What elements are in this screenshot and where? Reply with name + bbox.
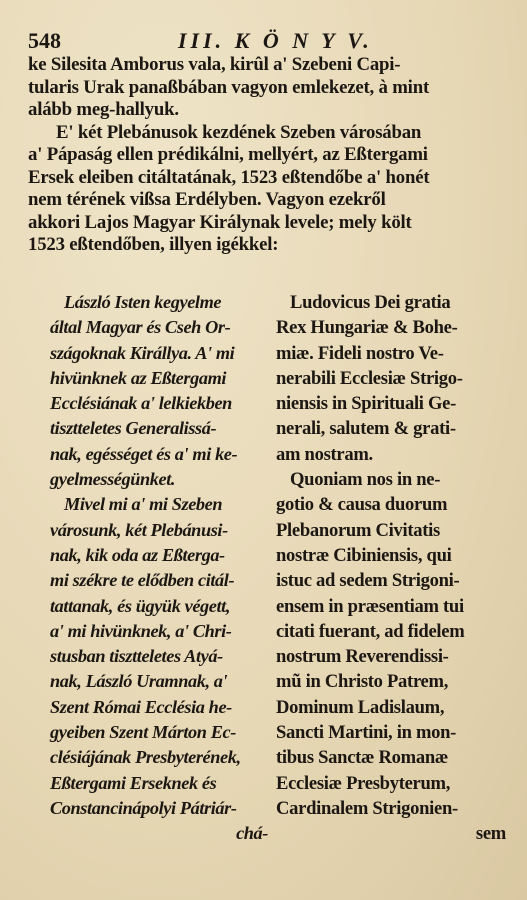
column-line: Sancti Martini, in mon- bbox=[276, 722, 457, 744]
column-line: Ludovicus Dei gratia bbox=[290, 292, 451, 313]
column-line: Constancinápolyi Pátriár- bbox=[50, 797, 237, 818]
column-line: gyelmességünket. bbox=[50, 469, 176, 490]
column-line: stusban tisztteletes Atyá- bbox=[50, 646, 223, 667]
text-line: alább meg-hallyuk. bbox=[28, 99, 179, 120]
column-line: clésiájának Presbyterének, bbox=[50, 747, 241, 768]
text-line: E' két Plebánusok kezdének Szeben városában bbox=[56, 121, 422, 143]
column-line: nak, László Uramnak, a' bbox=[50, 671, 228, 692]
text-line: tularis Urak panaßbában vagyon emlekezet, à mint bbox=[28, 76, 430, 98]
column-line: a' mi hivünknek, a' Chri- bbox=[50, 620, 232, 641]
column-line: mi székre te elődben citál- bbox=[50, 570, 235, 591]
column-line: nostræ Cibiniensis, qui bbox=[276, 544, 452, 566]
hungarian-column bbox=[50, 290, 268, 847]
column-line: Cardinalem Strigonien- bbox=[276, 797, 458, 819]
column-line: ensem in præsentiam tui bbox=[276, 595, 464, 617]
column-line: nerali, salutem & grati- bbox=[276, 418, 456, 440]
column-line: Plebanorum Civitatis bbox=[276, 519, 440, 541]
text-line: akkori Lajos Magyar Királynak levele; mely költ bbox=[28, 211, 412, 233]
full-width-paragraphs bbox=[28, 54, 506, 257]
column-line: am nostram. bbox=[276, 443, 373, 465]
column-line: gotio & causa duorum bbox=[276, 494, 448, 516]
column-line: Dominum Ladislaum, bbox=[276, 696, 445, 718]
column-line: Rex Hungariæ & Bohe- bbox=[276, 317, 458, 339]
column-line: tisztteletes Generalissá- bbox=[50, 418, 217, 439]
column-line: László Isten kegyelme bbox=[64, 292, 222, 312]
column-line: citati fuerant, ad fidelem bbox=[276, 620, 465, 642]
column-line: által Magyar és Cseh Or- bbox=[50, 317, 231, 338]
book-title: III. K Ö N Y V. bbox=[178, 28, 373, 53]
column-line: Ecclésiának a' lelkiekben bbox=[50, 393, 232, 414]
column-line: tibus Sanctæ Romanæ bbox=[276, 747, 449, 769]
column-line: nak, egésséget és a' mi ke- bbox=[50, 443, 238, 464]
text-line: Ersek eleiben citáltatának, 1523 eßtendőbe a' honét bbox=[28, 166, 430, 188]
text-line: 1523 eßtendőben, illyen igékkel: bbox=[28, 234, 279, 255]
page-header bbox=[28, 28, 503, 56]
column-line: mũ in Christo Patrem, bbox=[276, 671, 449, 693]
catchword: chá- bbox=[236, 823, 268, 844]
column-line: istuc ad sedem Strigoni- bbox=[276, 570, 460, 592]
column-line: hivünknek az Eßtergami bbox=[50, 367, 227, 388]
column-line: nak, kik oda az Eßterga- bbox=[50, 544, 225, 565]
column-line: városunk, két Plebánusi- bbox=[50, 519, 228, 540]
column-line: gyeiben Szent Márton Ec- bbox=[50, 722, 236, 743]
column-line: niensis in Spirituali Ge- bbox=[276, 393, 457, 415]
column-line: nerabili Ecclesiæ Strigo- bbox=[276, 367, 463, 389]
column-line: Mivel mi a' mi Szeben bbox=[64, 494, 223, 515]
column-line: Eßtergami Erseknek és bbox=[50, 772, 217, 793]
page-number: 548 bbox=[28, 28, 61, 53]
column-line: miæ. Fideli nostro Ve- bbox=[276, 342, 444, 364]
column-line: Quoniam nos in ne- bbox=[290, 469, 441, 491]
column-line: nostrum Reverendissi- bbox=[276, 646, 449, 668]
text-line: a' Pápaság ellen prédikálni, mellyért, az Eßtergami bbox=[28, 144, 428, 165]
column-line: Szent Római Ecclésia he- bbox=[50, 696, 232, 717]
column-line: Ecclesiæ Presbyterum, bbox=[276, 772, 451, 794]
text-line: ke Silesita Amborus vala, kirûl a' Szebeni Capi- bbox=[28, 54, 401, 75]
latin-column bbox=[276, 290, 506, 847]
column-line: szágoknak Királlya. A' mi bbox=[50, 342, 235, 363]
column-line: tattanak, és ügyük végett, bbox=[50, 595, 231, 616]
text-line: nem térének vißsa Erdélyben. Vagyon ezekről bbox=[28, 189, 386, 210]
column-line: sem bbox=[475, 823, 506, 845]
